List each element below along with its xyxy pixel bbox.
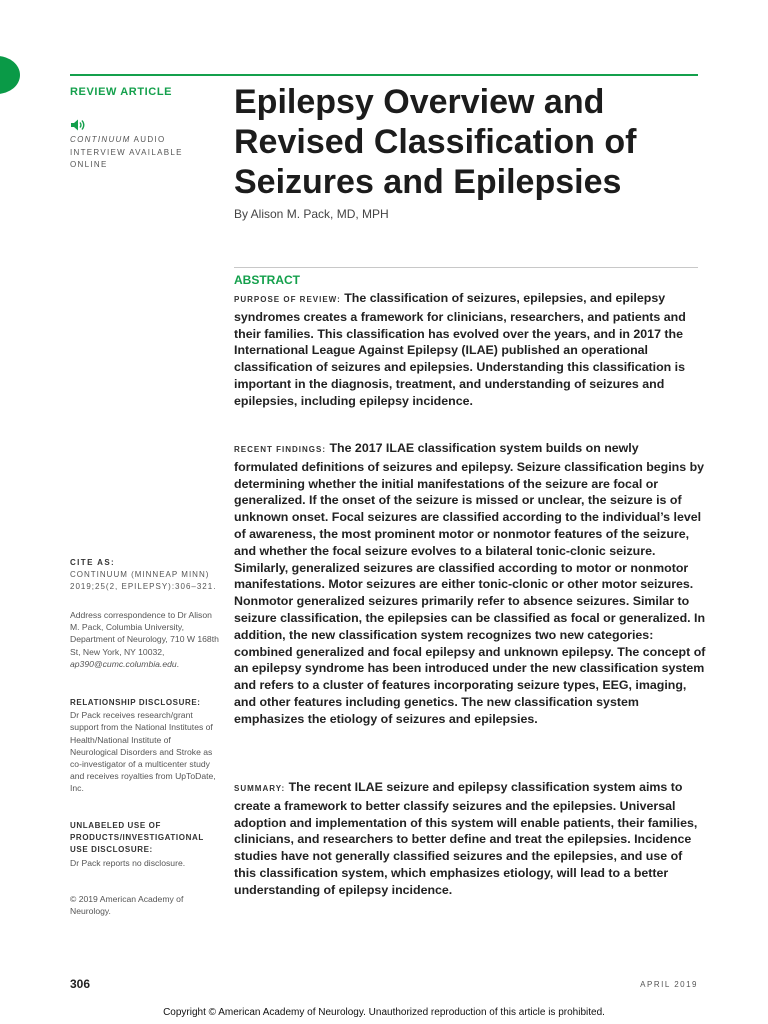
article-title: Epilepsy Overview and Revised Classification of Seizures and Epilepsies: [234, 83, 637, 201]
audio-note-line2: INTERVIEW AVAILABLE: [70, 147, 183, 157]
green-edge-tab: [0, 56, 20, 94]
page-number: 306: [70, 977, 91, 991]
unlabeled-label: UNLABELED USE OF PRODUCTS/INVESTIGATIONAL USE DISCLOSURE:: [70, 821, 204, 855]
relationship-label: RELATIONSHIP DISCLOSURE:: [70, 698, 201, 707]
abstract-summary: [234, 779, 706, 899]
purpose-text: The classification of seizures, epilepsies, and epilepsy syndromes creates a framework for clinicians, researchers, and patients and their families. This classification has evolved over the years, and in 2017 the International League Against Epilepsy (ILAE) published an operational classification of seizures and epilepsies. Understanding this classification is important in the diagnosis, treatment, and understanding of seizures and epilepsies, including epilepsy incidence.: [234, 291, 686, 408]
abstract-purpose: [234, 290, 706, 410]
unlabeled-use-disclosure: [70, 820, 220, 869]
summary-text: The recent ILAE seizure and epilepsy classification system aims to create a framework to better classify seizures and the epilepsies. Universal adoption and implementation of this system will enable patients, their families, clinicians, and researchers to better define and treat the epilepsies. Incidence studies have not generally classified seizures and the epilepsies, and use of this classification system, which emphasizes etiology, will lead to a better understanding of epilepsy incidence.: [234, 780, 698, 897]
speaker-icon[interactable]: [70, 118, 86, 132]
correspondence-block: Address correspondence to Dr Alison M. Pack, Columbia University, Department of Neurology, 710 W 168th St, New York, NY 10032, ap390@cumc.columbia.edu.: [70, 610, 219, 669]
cite-label: CITE AS:: [70, 558, 116, 567]
abstract-rule: [234, 267, 698, 268]
audio-interview-note[interactable]: [70, 134, 183, 172]
address-text: Address correspondence to Dr Alison M. Pack, Columbia University, Department of Neurology, 710 W 168th St, New York, NY 10032,: [70, 610, 219, 657]
purpose-label: PURPOSE OF REVIEW:: [234, 295, 341, 304]
cite-line2: 2019;25(2, EPILEPSY):306–321.: [70, 582, 217, 592]
relationship-disclosure: [70, 697, 220, 795]
audio-note-rest: AUDIO: [130, 135, 166, 144]
findings-text: The 2017 ILAE classification system builds on newly formulated definitions of seizures and epilepsy. Seizure classification begins by determining whether the initial manifestations of the seizure are focal or generalized. If the onset of the seizure is missed or unclear, the seizure is of unknown onset. Focal seizures are classified according to the individual’s level of awareness, the most prominent motor or nonmotor features of the seizure, and whether the focal seizure evolves to a bilateral tonic-clonic seizure. Similarly, generalized seizures are classified according to motor or nonmotor manifestations. Motor seizures are either tonic-clonic or other motor seizures. Nonmotor generalized seizures primarily refer to absence seizures. Similar to seizure classification, the epilepsies can be classified as focal or generalized. In addition, the new classification system recognizes two new categories: combined generalized and focal epilepsy and unknown epilepsy. The concept of an epilepsy syndrome has been introduced under the new classification system and refers to a cluster of features incorporating seizure types, EEG, imaging, and other features including genetics. The new classification system emphasizes the etiology of seizures and epilepsies.: [234, 441, 706, 726]
relationship-text: Dr Pack receives research/grant support from the National Institutes of Health/National Institute of Neurological Disorders and Stroke as co-investigator of a multicenter study and receives royalties from UpToDate, Inc.: [70, 710, 216, 794]
email-link[interactable]: ap390@cumc.columbia.edu: [70, 658, 177, 669]
issue-date: APRIL 2019: [640, 980, 698, 989]
author-byline: By Alison M. Pack, MD, MPH: [234, 207, 389, 221]
findings-label: RECENT FINDINGS:: [234, 445, 326, 454]
cite-as-block: [70, 557, 220, 594]
cite-line1: CONTINUUM (MINNEAP MINN): [70, 570, 210, 580]
abstract-heading: ABSTRACT: [234, 273, 300, 287]
sidebar-copyright: © 2019 American Academy of Neurology.: [70, 894, 184, 917]
section-label: REVIEW ARTICLE: [70, 86, 173, 98]
summary-label: SUMMARY:: [234, 784, 286, 793]
header-rule: [70, 74, 698, 76]
abstract-findings: [234, 440, 706, 728]
copyright-notice: Copyright © American Academy of Neurology. Unauthorized reproduction of this article is prohibited.: [163, 1007, 605, 1018]
audio-note-line3: ONLINE: [70, 160, 108, 169]
unlabeled-text: Dr Pack reports no disclosure.: [70, 857, 186, 868]
audio-note-italic: CONTINUUM: [70, 135, 131, 144]
